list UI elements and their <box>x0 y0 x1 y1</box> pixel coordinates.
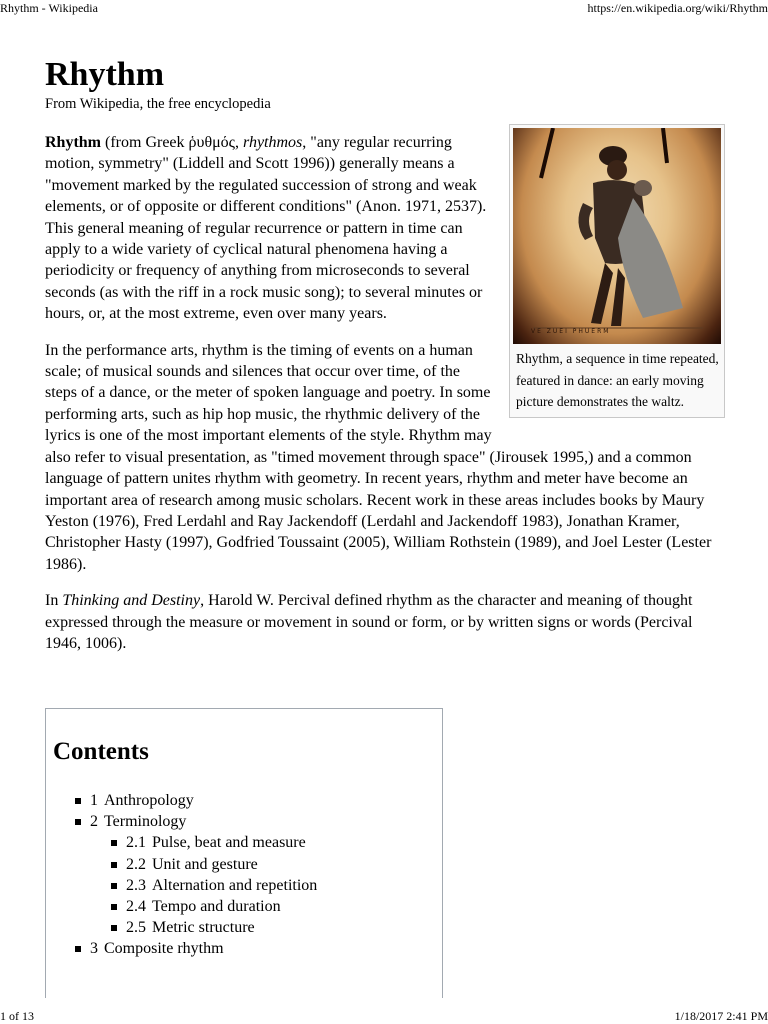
toc-label: Terminology <box>104 813 187 831</box>
toc-number: 2.5 <box>126 919 146 937</box>
toc-number: 2 <box>90 813 98 831</box>
performance-arts-paragraph: In the performance arts, rhythm is the timing of events on a human scale; of musical sounds and silences that occur over time, of the steps of a dance, or the meter of spoken language and poetry. In some performing arts, such as hip hop music, the rhythmic delivery of the lyrics is one of the most important elements of the style. Rhythm may also refer to visual presentation, as "timed movement through space" (Jirousek 1995,) and a common language of pattern unites rhythm with geometry. In recent years, rhythm and meter have become an important area of research among music scholars. Recent work in these areas includes books by Maury Yeston (1976), Fred Lerdahl and Ray Jackendoff (Lerdahl and Jackendoff 1983), Jonathan Kramer, Christopher Hasty (1997), Godfried Toussaint (2005), William Rothstein (1989), and Joel Lester (Lester 1986). <box>45 341 712 573</box>
text-segment: In <box>45 592 63 610</box>
page-subtitle: From Wikipedia, the free encyclopedia <box>45 96 271 112</box>
print-header-title: Rhythm - Wikipedia <box>0 1 98 15</box>
toc-number: 2.2 <box>126 855 146 873</box>
page-title: Rhythm <box>45 56 165 93</box>
bullet-icon <box>111 840 117 846</box>
table-of-contents <box>45 708 443 998</box>
print-header-url: https://en.wikipedia.org/wiki/Rhythm <box>587 1 768 15</box>
toc-label: Tempo and duration <box>152 898 281 916</box>
toc-label: Alternation and repetition <box>152 876 318 894</box>
percival-paragraph <box>45 590 725 654</box>
image-inscription: VE ZUEI PHUERM <box>531 328 611 335</box>
book-title[interactable]: Thinking and Destiny <box>62 592 201 610</box>
toc-item-anthropology[interactable] <box>90 790 317 811</box>
bullet-icon <box>111 883 117 889</box>
text-segment: , <box>235 134 244 151</box>
figure-thumbnail <box>509 124 725 418</box>
toc-item-tempo-duration[interactable] <box>126 896 317 917</box>
transliteration: rhythmos <box>243 134 303 151</box>
toc-number: 3 <box>90 940 98 958</box>
bullet-icon <box>75 946 81 952</box>
toc-label: Pulse, beat and measure <box>152 834 306 852</box>
toc-label: Composite rhythm <box>104 940 224 958</box>
toc-item-pulse-beat-measure[interactable] <box>126 832 317 853</box>
text-segment: (from Greek <box>101 134 189 151</box>
bullet-icon <box>111 925 117 931</box>
toc-number: 2.4 <box>126 898 146 916</box>
greek-term: ῥυθμός <box>188 134 236 151</box>
bullet-icon <box>111 904 117 910</box>
figure-caption: Rhythm, a sequence in time repeated, featured in dance: an early moving picture demonstrates the waltz. <box>516 351 719 409</box>
toc-item-alternation-repetition[interactable] <box>126 875 317 896</box>
article-body <box>45 52 725 654</box>
term-rhythm: Rhythm <box>45 134 102 151</box>
toc-item-metric-structure[interactable] <box>126 917 317 938</box>
waltz-image[interactable] <box>513 128 721 344</box>
bullet-icon <box>75 819 81 825</box>
toc-item-unit-gesture[interactable] <box>126 854 317 875</box>
text-segment: , "any regular recurring motion, symmetry" (Liddell and Scott 1996)) generally means a "movement marked by the regulated succession of strong and weak elements, or of opposite or different conditions" (Anon. 1971, 2537). This general meaning of regular recurrence or pattern in time can apply to a wide variety of cyclical natural phenomena having a periodicity or frequency of anything from microseconds to several seconds (as with the riff in a rock music song); to several minutes or hours, or, at the most extreme, even over many years. <box>45 134 487 323</box>
print-footer-timestamp: 1/18/2017 2:41 PM <box>674 1009 768 1023</box>
toc-item-terminology[interactable] <box>90 811 317 938</box>
bullet-icon <box>111 862 117 868</box>
toc-list <box>90 790 317 960</box>
text-segment: , Harold W. Percival defined rhythm as the character and meaning of thought expressed through the measure or movement in sound or form, or by written signs or words (Percival 1946, 1006). <box>45 592 693 652</box>
bullet-icon <box>75 798 81 804</box>
dancers-illustration <box>513 128 721 344</box>
toc-label: Unit and gesture <box>152 855 258 873</box>
toc-number: 2.1 <box>126 834 146 852</box>
toc-number: 2.3 <box>126 876 146 894</box>
toc-label: Anthropology <box>104 792 194 809</box>
toc-label: Metric structure <box>152 919 255 937</box>
toc-title: Contents <box>53 738 149 765</box>
toc-item-composite-rhythm[interactable] <box>90 938 317 959</box>
toc-number: 1 <box>90 792 98 809</box>
print-footer-page: 1 of 13 <box>0 1009 34 1023</box>
